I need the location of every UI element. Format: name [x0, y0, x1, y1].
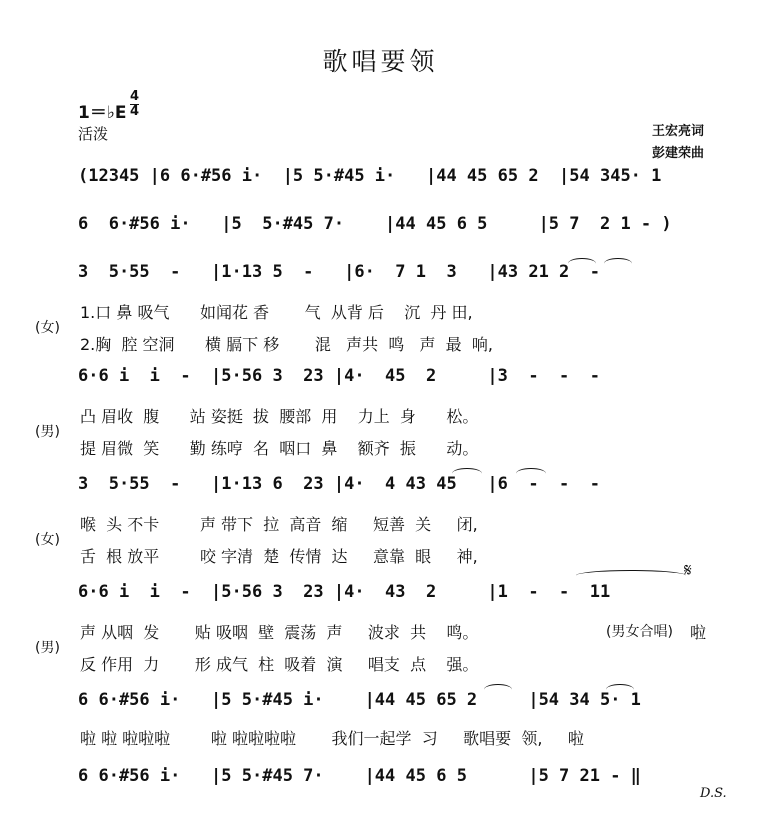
page-title: 歌唱要领	[322, 47, 439, 76]
chorus-la: 啦	[690, 623, 707, 642]
lyric-line: 喉 头 不卡 声 带下 拉 高音 缩 短善 关 闭,	[80, 515, 478, 534]
score-line: 6·6 i i - |5·56 3 23 |4· 45 2 |3 - - -	[78, 366, 600, 386]
ds-marking: D.S.	[700, 786, 727, 801]
score-line: 6 6·#56 i· |5 5·#45 i· |44 45 65 2 |54 34 5· 1	[78, 690, 641, 710]
segno-icon: 𝄋	[684, 560, 692, 581]
voice-label-male: (男)	[35, 640, 60, 656]
lyric-line: 反 作用 力 形 成气 柱 吸着 演 唱支 点 强。	[80, 655, 479, 674]
time-sig-top: 4	[130, 89, 140, 104]
slur-mark	[452, 468, 482, 479]
lyric-line: 舌 根 放平 咬 字清 楚 传情 达 意靠 眼 神,	[80, 547, 478, 566]
lyricist-credit: 王宏亮词	[652, 124, 705, 139]
slur-mark	[604, 258, 632, 269]
lyric-line: 1.口 鼻 吸气 如闻花 香 气 从背 后 沉 丹 田,	[80, 303, 473, 322]
score-line: 6·6 i i - |5·56 3 23 |4· 43 2 |1 - - 11	[78, 582, 611, 602]
lyric-line: 2.胸 腔 空洞 横 膈下 移 混 声共 鸣 声 最 响,	[80, 335, 493, 354]
score-line: 6 6·#56 i· |5 5·#45 7· |44 45 6 5 |5 7 21 - ‖	[78, 766, 641, 786]
slur-mark	[484, 684, 512, 695]
lyric-line: 凸 眉收 腹 站 姿挺 拔 腰部 用 力上 身 松。	[80, 407, 479, 426]
tempo-marking: 活泼	[78, 125, 109, 143]
chorus-note: (男女合唱)	[606, 624, 673, 640]
time-sig-bottom: 4	[130, 104, 140, 119]
time-signature	[130, 90, 139, 119]
score-line: 3 5·55 - |1·13 6 23 |4· 4 43 45 |6 - - -	[78, 474, 600, 494]
voice-label-female: (女)	[35, 532, 60, 548]
score-line: 3 5·55 - |1·13 5 - |6· 7 1 3 |43 21 2 -	[78, 262, 600, 282]
slur-mark	[516, 468, 546, 479]
tie-mark	[576, 570, 686, 581]
lyric-line: 提 眉微 笑 勤 练哼 名 咽口 鼻 额齐 振 动。	[80, 439, 479, 458]
voice-label-male: (男)	[35, 424, 60, 440]
composer-credit: 彭建荣曲	[652, 146, 705, 161]
lyric-line: 声 从咽 发 贴 吸咽 壁 震荡 声 波求 共 鸣。	[80, 623, 479, 642]
key-signature: 1＝♭E	[78, 103, 127, 123]
voice-label-female: (女)	[35, 320, 60, 336]
slur-mark	[568, 258, 596, 269]
score-line: (12345 |6 6·#56 i· |5 5·#45 i· |44 45 65 2 |54 345· 1	[78, 166, 662, 186]
lyric-line: 啦 啦 啦啦啦 啦 啦啦啦啦 我们一起学 习 歌唱要 领, 啦	[80, 729, 584, 748]
score-line: 6 6·#56 i· |5 5·#45 7· |44 45 6 5 |5 7 2 1 - )	[78, 214, 672, 234]
slur-mark	[606, 684, 634, 695]
